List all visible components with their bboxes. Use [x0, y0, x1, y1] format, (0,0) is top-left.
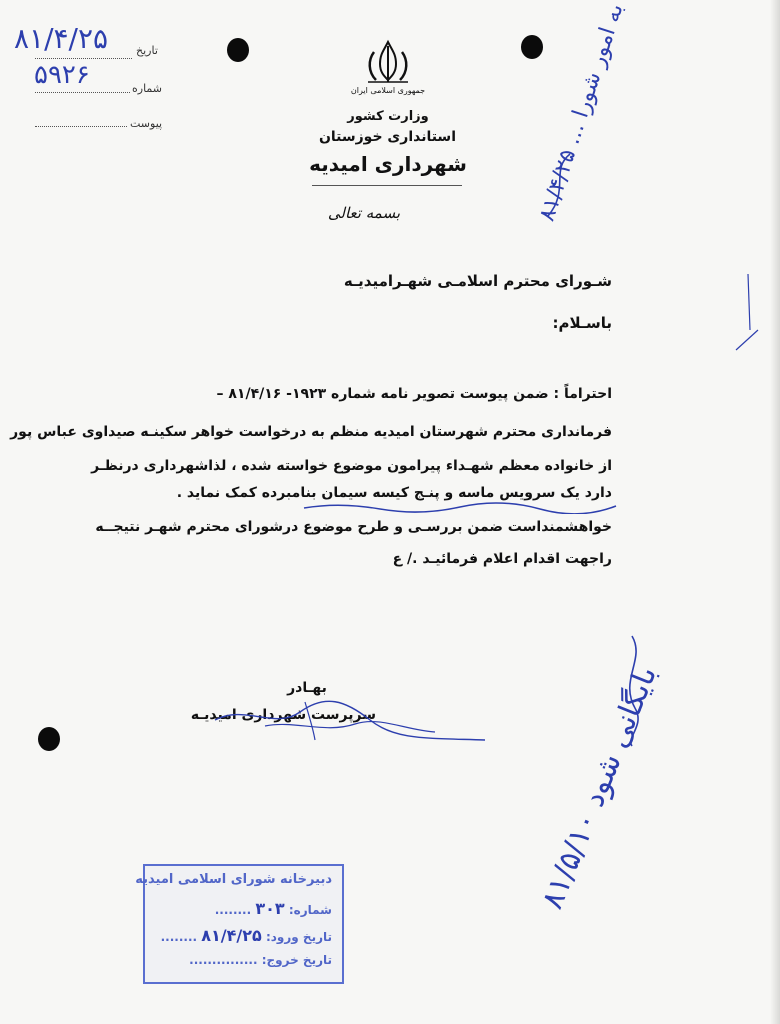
- attachment-dotted-line: [35, 126, 127, 127]
- date-label: تاریخ: [136, 44, 158, 57]
- recipient-line: شـورای محترم اسلامـی شهـرامیدیـه: [343, 272, 612, 290]
- handwritten-flourish: [540, 150, 580, 220]
- margin-pen-mark: [728, 270, 768, 360]
- body-line: از خانواده معظم شهـداء پیرامون موضوع خواسته شده ، لذاشهرداری درنظـر: [91, 458, 612, 474]
- greeting-line: باسـلام:: [552, 314, 612, 332]
- stamp-number-row: شماره: ۳۰۳ ........: [214, 899, 332, 918]
- body-line: احتراماً : ضمن پیوست تصویر نامه شماره ۱۹۲۳- ۸۱/۴/۱۶ –: [216, 386, 612, 402]
- handwritten-signature: [205, 690, 495, 750]
- handwritten-archive-note: بایگانی شود ۸۱/۵/۱۰: [534, 660, 665, 915]
- attachment-label: پیوست: [130, 117, 163, 130]
- body-line: دارد یک سرویس ماسه و پنـج کیسه سیمان بنامبرده کمک نماید .: [176, 485, 612, 501]
- number-handwritten: ۵۹۲۶: [34, 60, 90, 90]
- punch-hole-top-left: [227, 38, 249, 62]
- punch-hole-top-right: [521, 35, 543, 59]
- stamp-number-label: شماره:: [288, 903, 332, 917]
- pen-underline-mark: [300, 500, 620, 514]
- ministry-title: وزارت کشور: [347, 109, 429, 124]
- stamp-exit-date-row: تاریخ خروج: ...............: [189, 953, 332, 967]
- governorate-title: استانداری خوزستان: [318, 129, 456, 145]
- number-dotted-line: [35, 92, 130, 93]
- signatory-name: بهـادر: [287, 680, 327, 696]
- stamp-number-value: ۳۰۳: [255, 899, 285, 918]
- paper-edge-shadow: [770, 0, 780, 1024]
- secretariat-stamp: [135, 864, 344, 984]
- invocation: بسمه تعالی: [327, 204, 400, 222]
- signatory-title: سرپرست شهرداری امیدیـه: [190, 707, 376, 723]
- date-dotted-line: [35, 58, 132, 59]
- body-line: خواهشمنداست ضمن بررسـی و طرح موضوع درشورای محترم شهـر نتیجــه: [95, 519, 612, 535]
- stamp-entry-date-label: تاریخ ورود:: [265, 930, 332, 944]
- municipality-title: شهرداری امیدیه: [309, 152, 467, 176]
- stamp-entry-date-value: ۸۱/۴/۲۵: [201, 926, 262, 945]
- body-line: راجهت اقدام اعلام فرمائیـد ./ ع: [392, 551, 612, 567]
- stamp-entry-date-row: تاریخ ورود: ۸۱/۴/۲۵ ........: [160, 926, 332, 945]
- emblem-caption: جمهوری اسلامی ایران: [350, 86, 426, 95]
- handwritten-referral-note: به امور شورا ... ۸۱/۴/۲۵: [534, 0, 629, 225]
- number-label: شماره: [132, 82, 163, 95]
- punch-hole-bottom-left: [38, 727, 60, 751]
- iran-emblem-icon: [362, 38, 414, 86]
- stamp-exit-date-label: تاریخ خروج:: [261, 953, 332, 967]
- body-line: فرمانداری محترم شهرستان امیدیه منظم به درخواست خواهر سکینـه صیداوی عباس پور: [10, 424, 612, 440]
- stamp-title: دبیرخانه شورای اسلامی امیدیه: [135, 872, 332, 887]
- letterhead-rule: [312, 185, 462, 186]
- date-handwritten: ۸۱/۴/۲۵: [14, 22, 109, 55]
